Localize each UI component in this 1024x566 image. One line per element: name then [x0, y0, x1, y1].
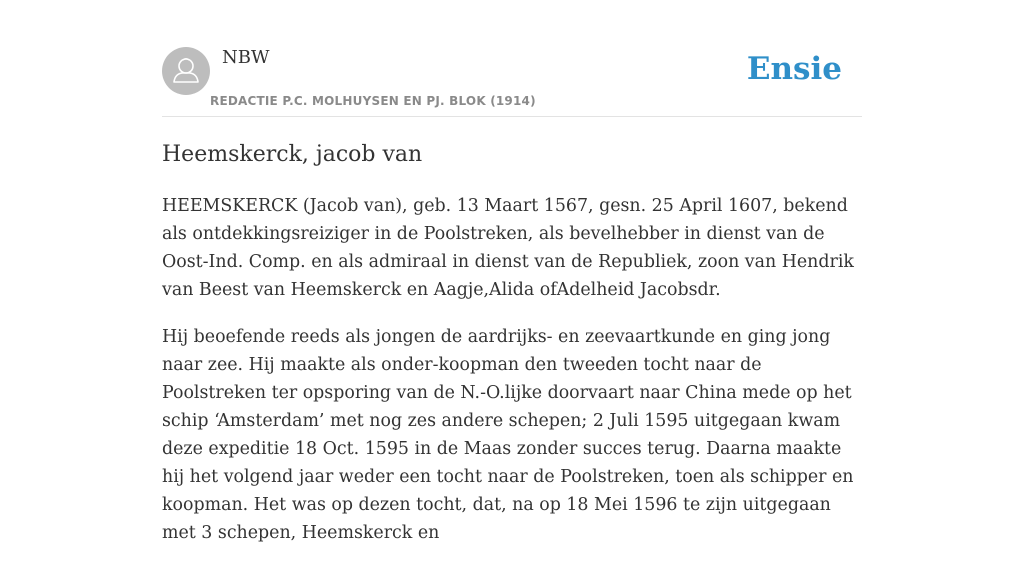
source-label: REDACTIE P.C. MOLHUYSEN EN PJ. BLOK (1914)	[210, 94, 536, 108]
avatar[interactable]	[162, 47, 210, 95]
paragraph-1: HEEMSKERCK (Jacob van), geb. 13 Maart 1567, gesn. 25 April 1607, bekend als ontdekkingsreiziger in de Poolstreken, als bevelhebber in dienst van de Oost-Ind. Comp. en als admiraal in dienst van de Republiek, zoon van Hendrik van Beest van Heemskerck en Aagje,Alida ofAdelheid Jacobsdr.	[162, 196, 854, 300]
paragraph-2: Hij beoefende reeds als jongen de aardrijks- en zeevaartkunde en ging jong naar zee. Hij maakte als onder-koopman den tweeden tocht naar de Poolstreken ter opsporing van de N.-O.lijke doorvaart naar China mede op het schip ‘Amsterdam’ met nog zes andere schepen; 2 Juli 1595 uitgegaan kwam deze expeditie 18 Oct. 1595 in de Maas zonder succes terug. Daarna maakte hij het volgend jaar weder een tocht naar de Poolstreken, toen als schipper en koopman. Het was op dezen tocht, dat, na op 18 Mei 1596 te zijn uitgegaan met 3 schepen, Heemskerck en	[162, 327, 854, 543]
article-header	[162, 47, 862, 117]
page-title: Heemskerck, jacob van	[162, 142, 423, 167]
article-body	[162, 192, 864, 566]
author-name[interactable]: NBW	[222, 47, 270, 68]
user-icon	[162, 47, 210, 95]
ensie-logo[interactable]: Ensie	[746, 51, 842, 87]
